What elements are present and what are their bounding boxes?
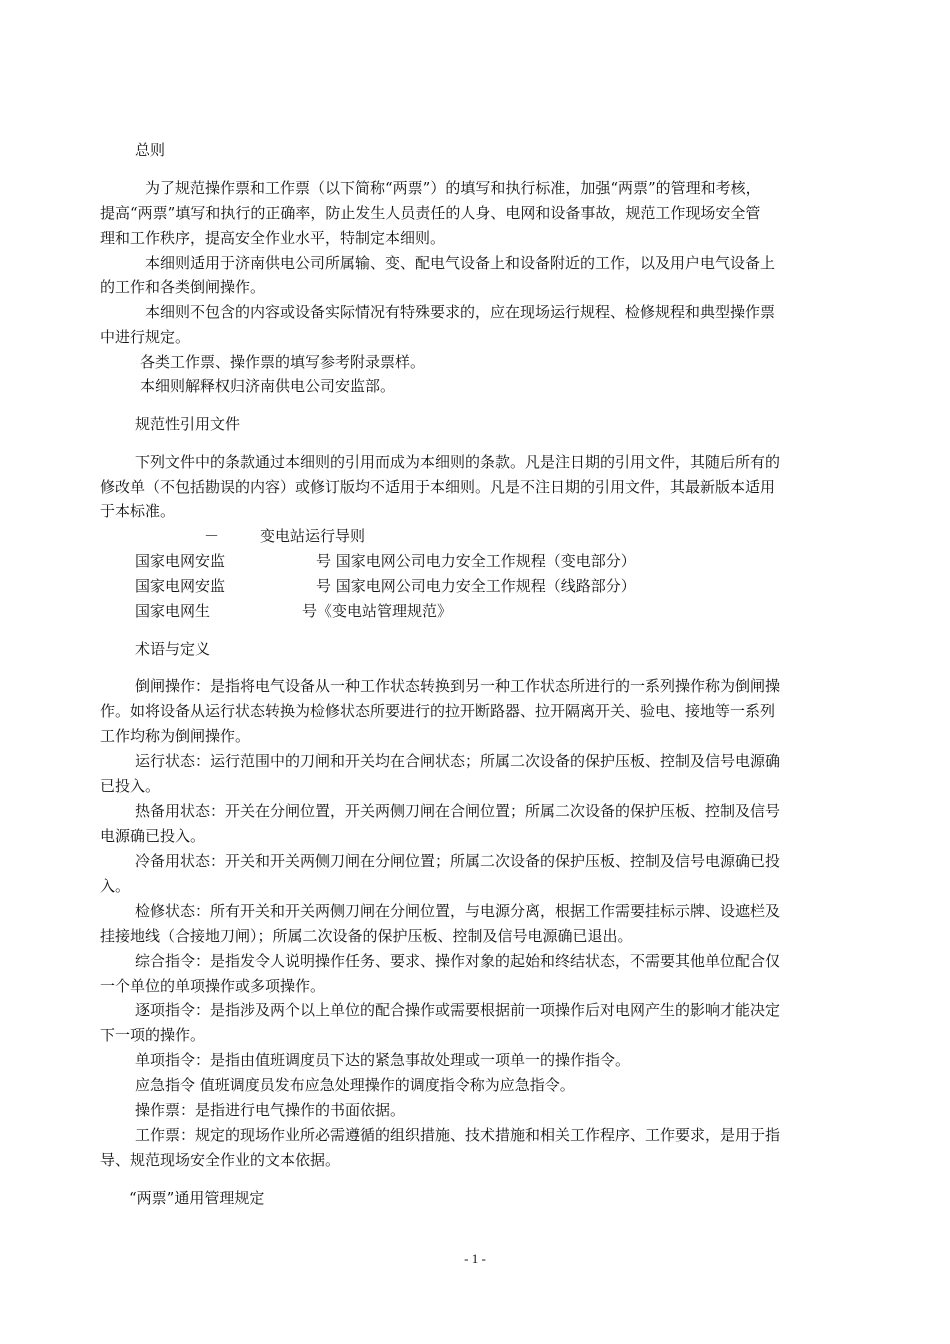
term-definition-line: 电源确已投入。 — [100, 827, 206, 845]
term-definition-line: 入。 — [100, 877, 131, 895]
paragraph-purpose-line: 理和工作秩序，提高安全作业水平，特制定本细则。 — [100, 229, 446, 247]
paragraph-references-line: 于本标准。 — [100, 502, 176, 520]
term-definition-line: 应急指令 值班调度员发布应急处理操作的调度指令称为应急指令。 — [135, 1076, 575, 1094]
term-definition-line: 操作票：是指进行电气操作的书面依据。 — [135, 1101, 406, 1119]
term-definition-line: 逐项指令：是指涉及两个以上单位的配合操作或需要根据前一项操作后对电网产生的影响才能决定 — [135, 1001, 781, 1019]
section-heading-terms: 术语与定义 — [135, 640, 211, 658]
term-definition-line: 工作票：规定的现场作业所必需遵循的组织措施、技术措施和相关工作程序、工作要求，是用于指 — [135, 1126, 781, 1144]
reference-item-title: 号《变电站管理规范》 — [302, 602, 453, 620]
reference-item-title: 变电站运行导则 — [260, 527, 366, 545]
term-definition-line: 冷备用状态：开关和开关两侧刀闸在分闸位置；所属二次设备的保护压板、控制及信号电源确已投 — [135, 852, 781, 870]
term-definition-line: 一个单位的单项操作或多项操作。 — [100, 977, 326, 995]
paragraph-appendix: 各类工作票、操作票的填写参考附录票样。 — [140, 353, 426, 371]
section-heading-management: “两票”通用管理规定 — [129, 1189, 265, 1207]
term-definition-line: 综合指令：是指发令人说明操作任务、要求、操作对象的起始和终结状态，不需要其他单位配合仅 — [135, 952, 781, 970]
paragraph-exclusion-line: 中进行规定。 — [100, 328, 191, 346]
term-definition-line: 倒闸操作：是指将电气设备从一种工作状态转换到另一种工作状态所进行的一系列操作称为倒闸操 — [135, 677, 781, 695]
term-definition-line: 导、规范现场安全作业的文本依据。 — [100, 1151, 341, 1169]
term-definition-line: 热备用状态：开关在分闸位置，开关两侧刀闸在合闸位置；所属二次设备的保护压板、控制及信号 — [135, 802, 781, 820]
term-definition-line: 工作均称为倒闸操作。 — [100, 727, 251, 745]
section-heading-references: 规范性引用文件 — [135, 415, 241, 433]
term-definition-line: 已投入。 — [100, 777, 161, 795]
paragraph-scope-line: 的工作和各类倒闸操作。 — [100, 278, 266, 296]
page-number: - 1 - — [464, 1251, 486, 1266]
term-definition-line: 单项指令：是指由值班调度员下达的紧急事故处理或一项单一的操作指令。 — [135, 1051, 631, 1069]
paragraph-purpose-line: 为了规范操作票和工作票（以下简称“两票”）的填写和执行标准，加强“两票”的管理和考核， — [145, 179, 761, 197]
reference-item-org: 国家电网生 — [135, 602, 211, 620]
term-definition-line: 运行状态：运行范围中的刀闸和开关均在合闸状态；所属二次设备的保护压板、控制及信号电源确 — [135, 752, 781, 770]
paragraph-interpretation: 本细则解释权归济南供电公司安监部。 — [140, 377, 396, 395]
term-definition-line: 挂接地线（合接地刀闸）；所属二次设备的保护压板、控制及信号电源确已退出。 — [100, 927, 633, 945]
reference-item-org: 国家电网安监 — [135, 577, 226, 595]
paragraph-scope-line: 本细则适用于济南供电公司所属输、变、配电气设备上和设备附近的工作，以及用户电气设备上 — [145, 254, 776, 272]
section-heading-general: 总则 — [135, 141, 166, 159]
term-definition-line: 作。如将设备从运行状态转换为检修状态所要进行的拉开断路器、拉开隔离开关、验电、接地等一系列 — [100, 702, 776, 720]
paragraph-references-line: 下列文件中的条款通过本细则的引用而成为本细则的条款。凡是注日期的引用文件，其随后所有的 — [135, 453, 781, 471]
term-definition-line: 检修状态：所有开关和开关两侧刀闸在分闸位置，与电源分离，根据工作需要挂标示牌、设遮栏及 — [135, 902, 781, 920]
paragraph-references-line: 修改单（不包括勘误的内容）或修订版均不适用于本细则。凡是不注日期的引用文件，其最新版本适用 — [100, 478, 776, 496]
reference-item-org: 国家电网安监 — [135, 552, 226, 570]
reference-item-title: 号 国家电网公司电力安全工作规程（变电部分） — [316, 552, 636, 570]
term-definition-line: 下一项的操作。 — [100, 1026, 206, 1044]
reference-item-title: 号 国家电网公司电力安全工作规程（线路部分） — [316, 577, 636, 595]
paragraph-purpose-line: 提高“两票”填写和执行的正确率，防止发生人员责任的人身、电网和设备事故，规范工作现场安全管 — [100, 204, 761, 222]
paragraph-exclusion-line: 本细则不包含的内容或设备实际情况有特殊要求的，应在现场运行规程、检修规程和典型操作票 — [145, 303, 776, 321]
reference-dash: － — [204, 527, 220, 545]
